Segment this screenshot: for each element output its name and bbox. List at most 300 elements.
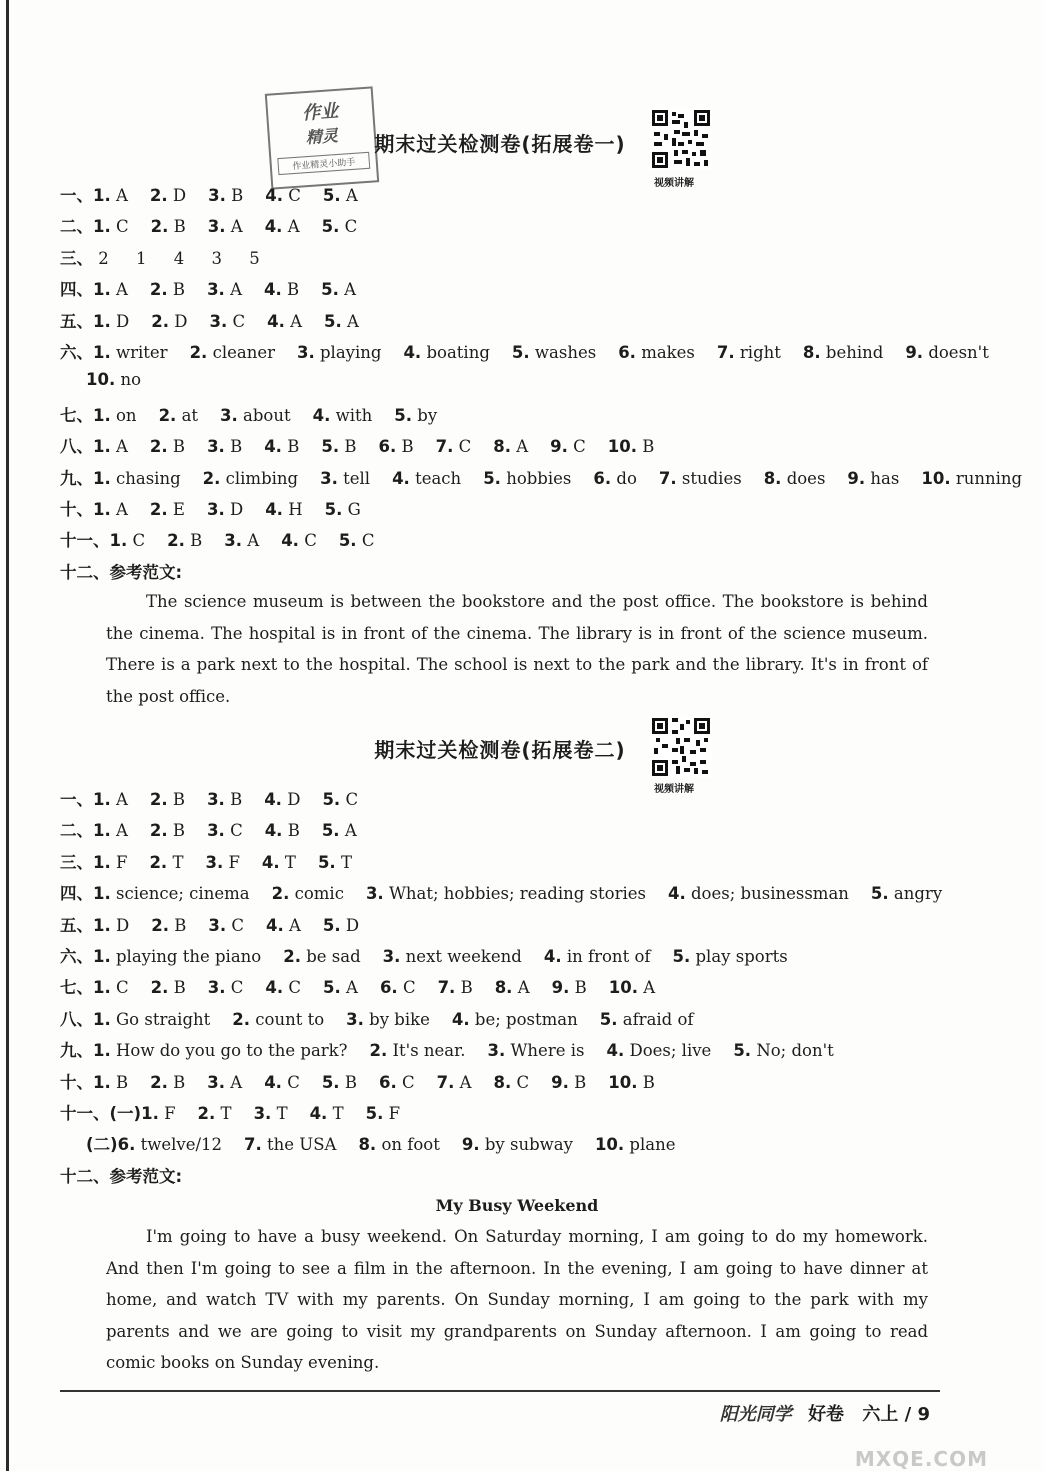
answer-item bbox=[265, 978, 301, 997]
answer-item bbox=[264, 1073, 300, 1092]
answer-value: F bbox=[164, 1104, 176, 1123]
answer-value: A bbox=[344, 280, 357, 300]
answer-item bbox=[322, 821, 357, 840]
answer-value: C bbox=[230, 978, 244, 998]
answer-item bbox=[93, 186, 128, 205]
answer-value: playing the piano bbox=[116, 947, 262, 966]
answer-value: No; don't bbox=[756, 1041, 834, 1061]
answer-value: T bbox=[220, 1104, 232, 1123]
answer-value: C bbox=[116, 978, 129, 998]
answer-value: be; postman bbox=[474, 1009, 578, 1029]
section-label: 十二、参考范文: bbox=[60, 1166, 183, 1186]
answer-item bbox=[551, 1073, 586, 1092]
answer-number: 1. bbox=[141, 1104, 159, 1123]
grade-label: 六上 bbox=[862, 1404, 899, 1425]
answer-item bbox=[668, 884, 849, 903]
answer-item bbox=[358, 1135, 439, 1154]
qr-label: 视频讲解 bbox=[654, 784, 694, 795]
answer-number: 6. bbox=[593, 468, 612, 488]
section-label: 一、 bbox=[60, 790, 93, 809]
answer-item bbox=[380, 978, 416, 997]
answer-value: B bbox=[230, 790, 243, 809]
answer-item bbox=[150, 821, 185, 840]
answer-value: C bbox=[230, 821, 243, 841]
answer-value: T bbox=[340, 852, 352, 872]
stamp-line1: 作业 bbox=[301, 100, 339, 125]
section-label: 六、 bbox=[60, 343, 93, 362]
answer-value: do bbox=[616, 468, 637, 488]
answer-value: B bbox=[344, 1072, 357, 1092]
answer-item bbox=[494, 1073, 530, 1092]
answer-value: B bbox=[344, 437, 357, 457]
answer-item bbox=[86, 370, 141, 389]
answer-item bbox=[208, 186, 243, 205]
answer-item bbox=[93, 884, 250, 903]
answer-item bbox=[905, 343, 989, 362]
answer-value: E bbox=[172, 500, 185, 519]
answer-number: 3. bbox=[207, 217, 226, 237]
answer-value: C bbox=[132, 531, 146, 551]
section2-title: 期末过关检测卷(拓展卷二) bbox=[374, 738, 626, 762]
answer-item bbox=[392, 469, 461, 488]
answer-item bbox=[209, 312, 245, 331]
answer-value: 2 bbox=[98, 248, 109, 268]
answer-number: 9. bbox=[550, 437, 568, 457]
answer-number: 8. bbox=[763, 468, 782, 488]
answer-value: D bbox=[116, 915, 130, 935]
answer-item bbox=[151, 312, 187, 331]
answer-item bbox=[110, 531, 146, 550]
answer-item bbox=[324, 312, 359, 331]
answer-number: 4. bbox=[264, 821, 283, 841]
answer-row bbox=[86, 1131, 698, 1155]
answer-number: 5. bbox=[324, 500, 343, 519]
answer-value: T bbox=[172, 852, 184, 872]
section-label: 九、 bbox=[60, 1041, 93, 1061]
answer-item bbox=[493, 437, 528, 456]
answer-number: 4. bbox=[606, 1041, 625, 1061]
answer-value: comic bbox=[294, 884, 344, 904]
answer-number: 4. bbox=[264, 790, 282, 809]
answer-number: 3. bbox=[220, 405, 238, 425]
answer-value: playing bbox=[319, 343, 382, 362]
answer-value: makes bbox=[641, 343, 695, 362]
answer-number: 4. bbox=[261, 852, 280, 872]
answer-number: 4. bbox=[264, 217, 283, 237]
answer-item bbox=[151, 916, 186, 935]
answer-value: F bbox=[388, 1104, 401, 1123]
answer-number: 4. bbox=[265, 978, 284, 998]
answer-number: 10. bbox=[921, 468, 951, 488]
answer-number: 6. bbox=[117, 1135, 136, 1155]
answer-value: C bbox=[116, 217, 129, 237]
answer-number: 4. bbox=[264, 437, 282, 457]
section-label: 七、 bbox=[60, 405, 93, 425]
section-label: 九、 bbox=[60, 468, 93, 488]
answer-item bbox=[190, 343, 275, 362]
answer-number: 9. bbox=[551, 978, 570, 998]
answer-number: 2. bbox=[150, 1072, 168, 1092]
answer-value: B bbox=[286, 280, 300, 300]
answer-item bbox=[297, 343, 381, 362]
answer-value: does bbox=[786, 468, 826, 488]
answer-value: G bbox=[347, 500, 361, 519]
answer-item bbox=[321, 437, 356, 456]
answer-item bbox=[167, 531, 202, 550]
answer-item bbox=[93, 280, 128, 299]
answer-number: 7. bbox=[716, 343, 735, 362]
answer-value: B bbox=[172, 821, 186, 841]
section-label: 八、 bbox=[60, 437, 93, 457]
qr-label: 视频讲解 bbox=[654, 178, 694, 189]
answer-number: 5. bbox=[323, 978, 341, 998]
answer-value: on bbox=[116, 405, 137, 425]
answer-number: 5. bbox=[733, 1041, 752, 1061]
answer-value: A bbox=[116, 821, 128, 841]
answer-item bbox=[272, 884, 344, 903]
answer-value: C bbox=[288, 186, 301, 205]
answer-number: 10. bbox=[594, 1135, 625, 1155]
answer-value: B bbox=[116, 1072, 129, 1092]
answer-value: C bbox=[288, 978, 302, 998]
answer-item bbox=[207, 821, 243, 840]
answer-row bbox=[60, 1100, 422, 1124]
answer-number: 3. bbox=[320, 468, 338, 488]
answer-number: 1. bbox=[93, 1009, 111, 1029]
answer-item bbox=[264, 790, 300, 809]
answer-item bbox=[265, 217, 300, 236]
answer-value: T bbox=[276, 1104, 288, 1123]
answer-row bbox=[60, 974, 677, 998]
answer-number: 7. bbox=[435, 437, 454, 457]
answer-number: 8. bbox=[358, 1135, 377, 1155]
answer-item bbox=[93, 343, 168, 362]
answer-number: 4. bbox=[265, 186, 284, 205]
answer-value: B bbox=[287, 821, 300, 841]
answer-value: next weekend bbox=[405, 947, 522, 966]
answer-value: C bbox=[401, 1072, 415, 1092]
answer-value: B bbox=[460, 978, 473, 998]
answer-row bbox=[60, 245, 282, 269]
answer-number: 1. bbox=[93, 915, 111, 935]
answer-item bbox=[93, 1041, 348, 1060]
answer-item bbox=[208, 978, 244, 997]
answer-item bbox=[265, 821, 300, 840]
brand-logo: 阳光同学 bbox=[719, 1404, 792, 1425]
answer-number: 7. bbox=[244, 1135, 262, 1155]
answer-number: 2. bbox=[369, 1041, 388, 1061]
answer-value: has bbox=[870, 468, 900, 488]
answer-number: 1. bbox=[93, 311, 111, 331]
answer-item bbox=[205, 853, 239, 872]
answer-row bbox=[60, 849, 374, 873]
answer-number: 10. bbox=[86, 370, 116, 390]
answer-row bbox=[60, 182, 380, 206]
answer-number: 6. bbox=[618, 343, 636, 362]
answer-item bbox=[93, 500, 128, 519]
answer-row bbox=[86, 370, 163, 389]
answer-item bbox=[265, 500, 302, 519]
answer-value: right bbox=[739, 343, 781, 362]
answer-item bbox=[118, 1135, 222, 1154]
page-number: 9 bbox=[917, 1404, 930, 1425]
answer-item bbox=[544, 947, 651, 966]
answer-number: 2. bbox=[149, 186, 168, 205]
answer-item bbox=[208, 916, 244, 935]
answer-value: by bike bbox=[369, 1009, 430, 1029]
answer-item bbox=[764, 469, 826, 488]
answer-value: D bbox=[287, 790, 301, 809]
answer-value: by bbox=[417, 405, 438, 425]
answer-value: A bbox=[517, 978, 530, 998]
answer-number: 2. bbox=[232, 1009, 251, 1029]
answer-number: 7. bbox=[658, 468, 677, 488]
answer-item bbox=[151, 978, 186, 997]
answer-number: 5. bbox=[321, 1072, 340, 1092]
answer-value: about bbox=[243, 405, 291, 425]
answer-row bbox=[60, 817, 379, 841]
answer-number: 3. bbox=[209, 311, 228, 331]
answer-number: 3. bbox=[487, 1041, 506, 1061]
answer-item bbox=[339, 531, 375, 550]
answer-number: 8. bbox=[493, 437, 511, 457]
answer-number: 6. bbox=[379, 978, 398, 998]
answer-number: 8. bbox=[494, 978, 513, 998]
answer-item bbox=[244, 249, 260, 268]
answer-value: teach bbox=[415, 468, 462, 488]
answer-item bbox=[512, 343, 596, 362]
answer-item bbox=[394, 406, 437, 425]
answer-number: 5. bbox=[338, 531, 357, 551]
answer-value: B bbox=[231, 186, 244, 205]
answer-number: 5. bbox=[322, 915, 341, 935]
answer-value: B bbox=[230, 437, 243, 457]
answer-value: B bbox=[401, 437, 414, 457]
answer-item bbox=[383, 947, 522, 966]
answer-number: 3. bbox=[208, 915, 227, 935]
answer-value: C bbox=[345, 790, 359, 809]
answer-item bbox=[310, 1104, 344, 1123]
answer-item bbox=[149, 853, 183, 872]
section-label: 六、 bbox=[60, 947, 93, 966]
answer-row bbox=[60, 559, 182, 583]
section-label: 十一、 bbox=[60, 531, 110, 551]
answer-item bbox=[803, 343, 883, 362]
answer-value: C bbox=[344, 217, 358, 237]
answer-number: 5. bbox=[321, 217, 340, 237]
answer-value: science; cinema bbox=[116, 884, 250, 904]
footer-text: 好卷 bbox=[808, 1404, 845, 1425]
answer-row bbox=[60, 786, 380, 810]
answer-value: C bbox=[231, 915, 244, 935]
answer-item bbox=[436, 437, 472, 456]
answer-item bbox=[169, 249, 185, 268]
answer-value: A bbox=[290, 311, 303, 331]
answer-value: B bbox=[174, 915, 187, 935]
answer-item bbox=[283, 947, 360, 966]
answer-number: 2. bbox=[271, 884, 290, 904]
answer-item bbox=[609, 978, 655, 997]
answer-item bbox=[322, 217, 358, 236]
answer-item bbox=[659, 469, 742, 488]
answer-value: C bbox=[516, 1072, 530, 1092]
qr-code-icon[interactable] bbox=[650, 108, 712, 170]
section-label: 七、 bbox=[60, 978, 93, 998]
answer-value: Go straight bbox=[116, 1009, 211, 1029]
answer-item bbox=[321, 280, 356, 299]
section-label: 十、 bbox=[60, 1072, 93, 1092]
answer-row bbox=[60, 339, 1011, 363]
answer-item bbox=[93, 978, 129, 997]
answer-item bbox=[600, 1010, 694, 1029]
answer-number: 3. bbox=[208, 186, 226, 205]
answer-value: C bbox=[361, 531, 375, 551]
answer-value: D bbox=[345, 915, 360, 935]
answer-row bbox=[60, 1163, 182, 1187]
answer-number: 2. bbox=[149, 437, 168, 457]
answer-item bbox=[606, 1041, 711, 1060]
answer-number: 3. bbox=[382, 947, 401, 966]
qr-code-icon[interactable] bbox=[650, 716, 712, 778]
answer-value: B bbox=[574, 978, 587, 998]
section-label: 八、 bbox=[60, 1009, 93, 1029]
answer-value: behind bbox=[825, 343, 884, 362]
section-label: 四、 bbox=[60, 280, 93, 300]
answer-number: 3. bbox=[224, 531, 243, 551]
answer-item bbox=[366, 884, 646, 903]
answer-item bbox=[207, 1073, 242, 1092]
answer-item bbox=[438, 978, 473, 997]
answer-number: 7. bbox=[437, 978, 456, 998]
answer-value: B bbox=[642, 1072, 655, 1092]
answer-number: 5. bbox=[365, 1104, 384, 1123]
answer-number: 3. bbox=[253, 1104, 272, 1123]
answer-value: play sports bbox=[695, 947, 788, 966]
answer-item bbox=[220, 406, 291, 425]
answer-value: 4 bbox=[173, 248, 185, 268]
answer-value: B bbox=[172, 280, 186, 300]
answer-number: 2. bbox=[151, 915, 169, 935]
answer-item bbox=[733, 1041, 833, 1060]
answer-value: A bbox=[459, 1072, 472, 1092]
essay-2-title: My Busy Weekend bbox=[435, 1196, 599, 1215]
answer-value: A bbox=[116, 500, 128, 519]
answer-row bbox=[60, 1037, 856, 1061]
answer-item bbox=[254, 1104, 288, 1123]
answer-item bbox=[208, 217, 243, 236]
answer-value: A bbox=[516, 437, 529, 457]
answer-number: 8. bbox=[493, 1072, 512, 1092]
answer-number: 3. bbox=[207, 1072, 226, 1092]
answer-number: 6. bbox=[378, 437, 397, 457]
answer-number: 2. bbox=[197, 1104, 216, 1123]
answer-number: 10. bbox=[608, 1072, 638, 1092]
answer-number: 2. bbox=[149, 280, 168, 300]
watermark: MXQE.COM bbox=[854, 1447, 988, 1471]
answer-number: 9. bbox=[905, 343, 924, 362]
answer-item bbox=[379, 1073, 415, 1092]
answer-number: 6. bbox=[378, 1072, 397, 1092]
answer-value: no bbox=[120, 370, 142, 390]
section-label: (二) bbox=[86, 1135, 118, 1155]
essay-2: I'm going to have a busy weekend. On Saturday morning, I am going to do my homework. And then I'm going to see a film in the afternoon. In the evening, I am going to have dinner at home, and watch TV with my parents. On Sunday morning, I am going to the park with my parents and we are going to visit my grandparents on Sunday afternoon. I am going to read comic books on Sunday evening. bbox=[106, 1227, 928, 1372]
answer-item bbox=[93, 437, 128, 456]
answer-item bbox=[93, 821, 128, 840]
answer-value: B bbox=[287, 437, 300, 457]
answer-number: 4. bbox=[451, 1009, 470, 1029]
answer-number: 2. bbox=[151, 311, 169, 331]
answer-value: plane bbox=[629, 1135, 676, 1155]
answer-value: 1 bbox=[136, 248, 147, 268]
stamp-line3: 作业精灵小助手 bbox=[277, 152, 370, 175]
answer-row bbox=[60, 276, 378, 300]
answer-value: A bbox=[289, 915, 301, 935]
answer-item bbox=[159, 406, 198, 425]
section-label: 十二、参考范文: bbox=[60, 562, 183, 582]
answer-number: 1. bbox=[93, 978, 111, 998]
answer-item bbox=[141, 1104, 175, 1123]
answer-value: A bbox=[116, 790, 128, 809]
answer-value: What; hobbies; reading stories bbox=[388, 884, 646, 904]
answer-row bbox=[60, 465, 1044, 489]
answer-number: 1. bbox=[93, 343, 111, 362]
answer-item bbox=[595, 1135, 676, 1154]
answer-item bbox=[262, 853, 296, 872]
answer-number: 3. bbox=[207, 821, 225, 841]
answer-value: A bbox=[116, 280, 128, 300]
answer-value: writer bbox=[116, 343, 168, 362]
answer-number: 5. bbox=[394, 405, 413, 425]
answer-item bbox=[552, 978, 587, 997]
answer-item bbox=[452, 1010, 578, 1029]
answer-number: 9. bbox=[461, 1135, 480, 1155]
answer-item bbox=[264, 280, 299, 299]
answer-item bbox=[717, 343, 781, 362]
footer: 阳光同学 好卷 六上 / 9 bbox=[719, 1404, 930, 1425]
answer-item bbox=[322, 1073, 357, 1092]
answer-number: 2. bbox=[150, 978, 169, 998]
answer-number: 1. bbox=[93, 1041, 111, 1061]
answer-number: 5. bbox=[511, 343, 530, 362]
answer-number: 2. bbox=[149, 500, 168, 519]
section-label: 五、 bbox=[60, 915, 93, 935]
answer-number: 3. bbox=[207, 790, 225, 809]
answer-number: 1. bbox=[93, 500, 111, 519]
answer-value: A bbox=[247, 531, 260, 551]
answer-row bbox=[60, 308, 381, 332]
answer-number: 1. bbox=[93, 884, 111, 904]
answer-number: 7. bbox=[436, 1072, 455, 1092]
answer-item bbox=[207, 500, 243, 519]
answer-number: 4. bbox=[266, 915, 284, 935]
answer-row bbox=[60, 1006, 716, 1030]
answer-number: 4. bbox=[312, 405, 331, 425]
answer-value: A bbox=[643, 978, 656, 998]
answer-value: Where is bbox=[510, 1041, 585, 1061]
answer-value: chasing bbox=[116, 468, 181, 488]
answer-item bbox=[265, 186, 301, 205]
answer-value: How do you go to the park? bbox=[116, 1041, 348, 1061]
section-label: 十一、(一) bbox=[60, 1104, 142, 1123]
section-label: 十、 bbox=[60, 500, 93, 519]
answer-value: cleaner bbox=[212, 343, 275, 362]
answer-item bbox=[224, 531, 259, 550]
answer-value: F bbox=[228, 852, 240, 872]
answer-value: T bbox=[284, 852, 296, 872]
answer-number: 5. bbox=[321, 437, 340, 457]
answer-row bbox=[60, 213, 379, 237]
answer-item bbox=[150, 280, 185, 299]
